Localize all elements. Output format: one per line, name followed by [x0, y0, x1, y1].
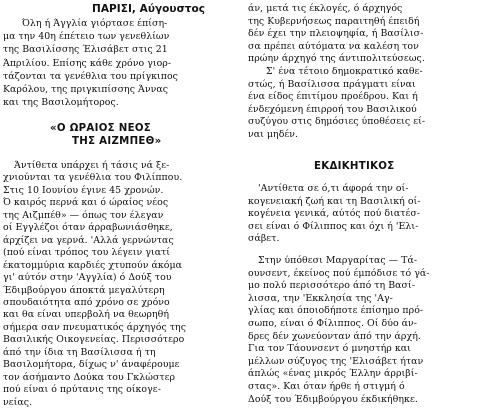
paragraph-line: σωπο, είναι ό Φίλιππος. Οί δύο άν- [248, 318, 418, 329]
paragraph-line: της Κυβερνήσεως παραιτηθή έπειδή [248, 15, 420, 27]
paragraph-line: ναι μηδέν. [248, 129, 299, 140]
paragraph-line: Στην ύπόθεσι Μαργαρίτας — Τά- [258, 255, 418, 266]
paragraph-line: έκατομμύρια καρδιές χτυπούν άκόμα [3, 259, 183, 271]
paragraph-line: της Αιζμπέθ» — όπως τον έλεγαν [3, 209, 164, 221]
headline-line: ΤΗΣ ΑΙΖΜΠΕΘ» [72, 136, 162, 147]
paragraph-line: πρώην άρχηγό της άντιπολιτεύσεως. [248, 53, 425, 65]
dateline-place: ΠΑΡΙΣΙ, [92, 3, 136, 15]
paris-dateline [92, 3, 205, 16]
paragraph-line: σα πρέπει αύτόματα να καλέση τον [248, 40, 419, 52]
paragraph-line: Όλη ή Άγγλία γιόρτασε έπίση- [22, 18, 168, 29]
paragraph-line: νείας. [3, 396, 33, 408]
paragraph-line: γλίας και όποιοδήποτε έπίσημο πρό- [248, 305, 424, 317]
paragraph-line: μα την 40η έπέτειο των γενεθλίων [3, 31, 170, 43]
paragraph-line: Καρόλου, της πριγκιπίσσης Άννας [3, 84, 169, 95]
paragraph-line: άπό την ίδια τη Βασίλισσα ή τη [3, 346, 156, 358]
paragraph-line: τον άσήμαντο Δούκα του Γκλώστερ [3, 371, 176, 383]
paragraph-line: Για τον Τάουνσεντ ό μνηστήρ και [248, 343, 411, 355]
paragraph-line: λισσα, την 'Εκκλησία της 'Αγ- [248, 292, 393, 304]
paragraph-line: Βασιλικής Οικογενείας. Περισσότερο [3, 334, 185, 346]
paragraph-line: σάβετ. [248, 233, 280, 245]
right-column [244, 0, 480, 412]
paragraph-line: στας». Και όταν ήρθε ή στιγμή ό [248, 381, 405, 392]
paragraph-line: σει είναι ό Φίλιππος και όχι ή 'Ελι- [248, 220, 419, 232]
paragraph-line: κογένεια γενικά, αύτός πού διατέσ- [248, 208, 421, 220]
paragraph-line: δρες δέν χωνεύονταν άπό την άρχή. [248, 330, 421, 342]
paragraph-line: Έδιμβούργου άποκτά μεγαλύτερη [3, 284, 165, 296]
paragraph-line: άν, μετά τις έκλογές, ό άρχηγός [248, 3, 403, 14]
paragraph-line: συζύγου στις δημόσιες ύποθέσεις εί- [248, 116, 426, 128]
paragraph-line: ένδεχόμενη έπιρροή του Βασιλικού [248, 103, 417, 115]
paragraph-line: γι' αύτόν στην 'Αγγλία) ό Δούξ του [3, 272, 172, 284]
paragraph-line: Ό καιρός περνά και ό ώραίος νέος [3, 197, 169, 209]
paragraph-line: Βασιλομήτορα, δίχως ν' άναφέρουμε [3, 359, 180, 371]
dateline-date: Αύγουστος [135, 3, 206, 15]
paragraph-line: στώς, ή Βασίλισσα πράγματι είναι [248, 78, 416, 90]
paragraph-line: τάζονται τα γενέθλια του πρίγκιπος [3, 70, 178, 82]
paragraph-line: Στις 10 Ιουνίου έγινε 45 χρονών. [3, 184, 164, 196]
paragraph-line: άπλώς «ένας μικρός Έλλην άρριβί- [248, 368, 418, 380]
paragraph-line: Δούξ του Έδιμβούργου έκδικήθηκε. [248, 393, 418, 405]
paragraph-line: ουνσεντ, έκείνος πού έμπόδισε τό γά- [248, 267, 430, 279]
paragraph-line: και της Βασιλομήτορος. [3, 97, 119, 109]
paragraph-line: σπουδαιότητα από χρόνο σε χρόνο [3, 296, 170, 308]
paragraph-line: δέν έχει την πλειοψηφία, ή Βασίλισ- [248, 28, 424, 40]
headline-line: «Ο ΩΡΑΙΟΣ ΝΕΟΣ [50, 123, 152, 134]
paragraph-line: 'Αντίθετα σε ό,τι άφορά την οί- [258, 183, 409, 194]
paragraph-line: χνιούνται τα γενέθλια του Φιλίππου. [3, 172, 183, 184]
section-heading: ΕΚΔΙΚΗΤΙΚΟΣ [314, 161, 395, 172]
paragraph-line: Σ' ένα τέτοιο δημοκρατικό καθε- [266, 66, 423, 77]
paragraph-line: ένα είδος έπιτίμου προέδρου. Και ή [248, 91, 418, 103]
paragraph-line: Άντίθετα υπάρχει ή τάσις νά ξε- [14, 160, 170, 171]
paragraph-line: μέλλων σύζυγος της 'Ελισάβετ ήταν [248, 355, 424, 367]
paragraph-line: (πού είναι τρόπος του λέγειν γιατί [3, 247, 171, 259]
paragraph-line: πού είναι ό πρύτανις της οίκογε- [3, 384, 161, 396]
paragraph-line: Άπριλίου. Επίσης κάθε χρόνο γιορ- [3, 57, 172, 69]
paragraph-line: και θα είναι υπερβολή να θεωρηθή [3, 309, 169, 321]
paragraph-line: άρχίζει να γερνά. 'Αλλά γερνώντας [3, 234, 174, 246]
paragraph-line: μο πολύ περισσότερο άπό τη Βασί- [248, 280, 415, 292]
paragraph-line: οί Εγγλέζοι όταν άρραβωνιάσθηκε, [3, 222, 173, 234]
paragraph-line: σήμερα σαν πνευματικός άρχηγός της [3, 321, 187, 333]
paragraph-line: της Βασιλίσσης Έλισάβετ στις 21 [3, 44, 168, 56]
paragraph-line: κογενειακή ζωή και τη Βασιλική οί- [248, 195, 421, 207]
